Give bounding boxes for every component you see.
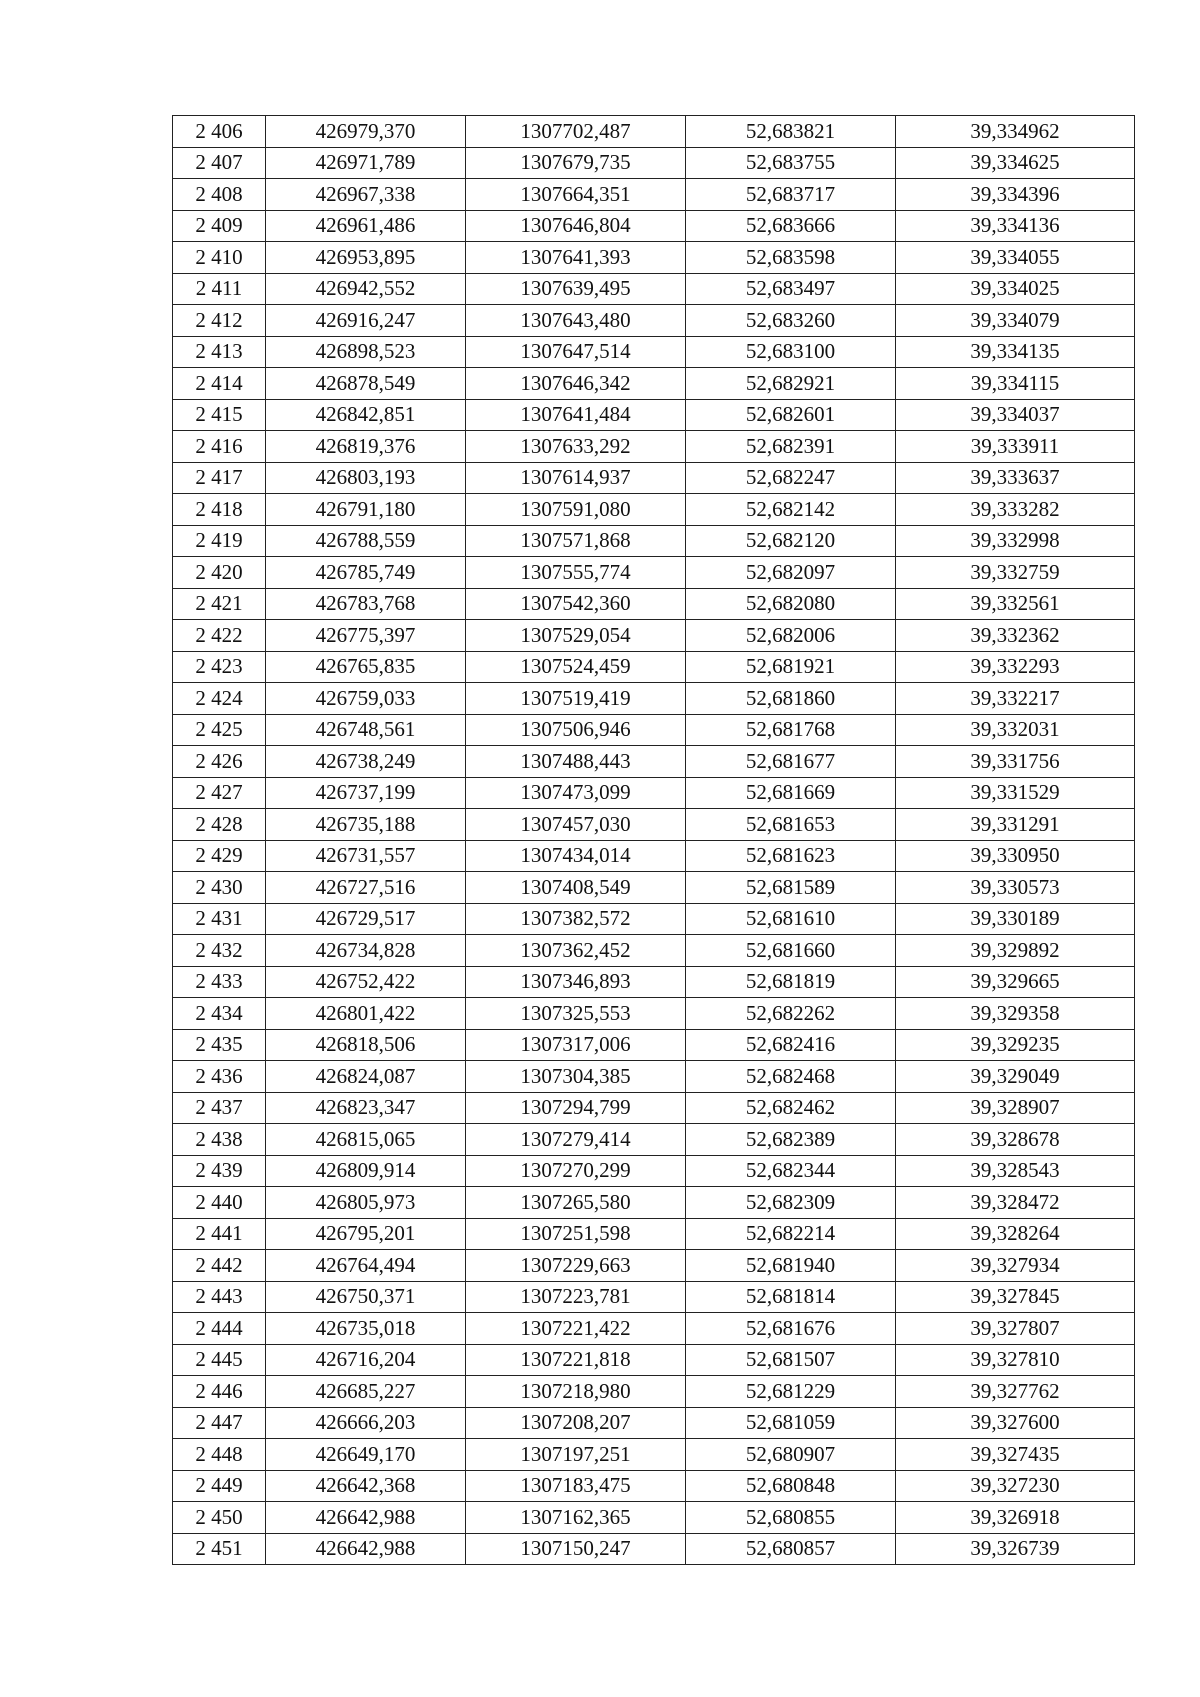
longitude-cell: 39,334037	[896, 399, 1135, 431]
point-number-cell: 2 446	[173, 1376, 266, 1408]
table-row	[173, 998, 1135, 1030]
x-coordinate-cell: 426805,973	[266, 1187, 466, 1219]
x-coordinate-cell: 426785,749	[266, 557, 466, 589]
y-coordinate-cell: 1307524,459	[466, 651, 686, 683]
latitude-cell: 52,681610	[686, 903, 896, 935]
y-coordinate-cell: 1307223,781	[466, 1281, 686, 1313]
point-number-cell: 2 428	[173, 809, 266, 841]
x-coordinate-cell: 426731,557	[266, 840, 466, 872]
x-coordinate-cell: 426642,988	[266, 1502, 466, 1534]
longitude-cell: 39,333911	[896, 431, 1135, 463]
longitude-cell: 39,326918	[896, 1502, 1135, 1534]
latitude-cell: 52,683821	[686, 116, 896, 148]
point-number-cell: 2 409	[173, 210, 266, 242]
table-row	[173, 147, 1135, 179]
point-number-cell: 2 406	[173, 116, 266, 148]
point-number-cell: 2 445	[173, 1344, 266, 1376]
table-row	[173, 620, 1135, 652]
latitude-cell: 52,681921	[686, 651, 896, 683]
x-coordinate-cell: 426979,370	[266, 116, 466, 148]
y-coordinate-cell: 1307646,342	[466, 368, 686, 400]
y-coordinate-cell: 1307702,487	[466, 116, 686, 148]
point-number-cell: 2 436	[173, 1061, 266, 1093]
table-row	[173, 525, 1135, 557]
x-coordinate-cell: 426942,552	[266, 273, 466, 305]
longitude-cell: 39,330950	[896, 840, 1135, 872]
x-coordinate-cell: 426971,789	[266, 147, 466, 179]
longitude-cell: 39,332998	[896, 525, 1135, 557]
point-number-cell: 2 437	[173, 1092, 266, 1124]
point-number-cell: 2 415	[173, 399, 266, 431]
latitude-cell: 52,681229	[686, 1376, 896, 1408]
longitude-cell: 39,332362	[896, 620, 1135, 652]
y-coordinate-cell: 1307265,580	[466, 1187, 686, 1219]
longitude-cell: 39,332561	[896, 588, 1135, 620]
point-number-cell: 2 448	[173, 1439, 266, 1471]
latitude-cell: 52,683717	[686, 179, 896, 211]
longitude-cell: 39,334115	[896, 368, 1135, 400]
latitude-cell: 52,683497	[686, 273, 896, 305]
x-coordinate-cell: 426735,018	[266, 1313, 466, 1345]
y-coordinate-cell: 1307218,980	[466, 1376, 686, 1408]
table-row	[173, 1281, 1135, 1313]
point-number-cell: 2 411	[173, 273, 266, 305]
longitude-cell: 39,332217	[896, 683, 1135, 715]
y-coordinate-cell: 1307304,385	[466, 1061, 686, 1093]
x-coordinate-cell: 426801,422	[266, 998, 466, 1030]
latitude-cell: 52,680855	[686, 1502, 896, 1534]
point-number-cell: 2 435	[173, 1029, 266, 1061]
longitude-cell: 39,334025	[896, 273, 1135, 305]
longitude-cell: 39,330189	[896, 903, 1135, 935]
point-number-cell: 2 422	[173, 620, 266, 652]
table-row	[173, 1155, 1135, 1187]
latitude-cell: 52,682142	[686, 494, 896, 526]
y-coordinate-cell: 1307382,572	[466, 903, 686, 935]
table-row	[173, 399, 1135, 431]
y-coordinate-cell: 1307614,937	[466, 462, 686, 494]
y-coordinate-cell: 1307488,443	[466, 746, 686, 778]
y-coordinate-cell: 1307633,292	[466, 431, 686, 463]
table-row	[173, 179, 1135, 211]
y-coordinate-cell: 1307639,495	[466, 273, 686, 305]
x-coordinate-cell: 426734,828	[266, 935, 466, 967]
point-number-cell: 2 410	[173, 242, 266, 274]
point-number-cell: 2 414	[173, 368, 266, 400]
table-row	[173, 966, 1135, 998]
longitude-cell: 39,327762	[896, 1376, 1135, 1408]
point-number-cell: 2 429	[173, 840, 266, 872]
table-row	[173, 1250, 1135, 1282]
x-coordinate-cell: 426735,188	[266, 809, 466, 841]
latitude-cell: 52,682416	[686, 1029, 896, 1061]
x-coordinate-cell: 426764,494	[266, 1250, 466, 1282]
longitude-cell: 39,334079	[896, 305, 1135, 337]
y-coordinate-cell: 1307221,818	[466, 1344, 686, 1376]
point-number-cell: 2 412	[173, 305, 266, 337]
point-number-cell: 2 450	[173, 1502, 266, 1534]
x-coordinate-cell: 426803,193	[266, 462, 466, 494]
latitude-cell: 52,681814	[686, 1281, 896, 1313]
table-row	[173, 1218, 1135, 1250]
latitude-cell: 52,680907	[686, 1439, 896, 1471]
y-coordinate-cell: 1307251,598	[466, 1218, 686, 1250]
y-coordinate-cell: 1307221,422	[466, 1313, 686, 1345]
y-coordinate-cell: 1307647,514	[466, 336, 686, 368]
x-coordinate-cell: 426953,895	[266, 242, 466, 274]
table-row	[173, 588, 1135, 620]
y-coordinate-cell: 1307294,799	[466, 1092, 686, 1124]
y-coordinate-cell: 1307208,207	[466, 1407, 686, 1439]
table-row	[173, 903, 1135, 935]
longitude-cell: 39,334962	[896, 116, 1135, 148]
y-coordinate-cell: 1307591,080	[466, 494, 686, 526]
table-row	[173, 1187, 1135, 1219]
x-coordinate-cell: 426765,835	[266, 651, 466, 683]
latitude-cell: 52,681768	[686, 714, 896, 746]
table-row	[173, 1407, 1135, 1439]
x-coordinate-cell: 426824,087	[266, 1061, 466, 1093]
longitude-cell: 39,327230	[896, 1470, 1135, 1502]
point-number-cell: 2 443	[173, 1281, 266, 1313]
table-row	[173, 431, 1135, 463]
x-coordinate-cell: 426685,227	[266, 1376, 466, 1408]
point-number-cell: 2 433	[173, 966, 266, 998]
longitude-cell: 39,328543	[896, 1155, 1135, 1187]
point-number-cell: 2 413	[173, 336, 266, 368]
table-row	[173, 651, 1135, 683]
latitude-cell: 52,683598	[686, 242, 896, 274]
point-number-cell: 2 421	[173, 588, 266, 620]
y-coordinate-cell: 1307270,299	[466, 1155, 686, 1187]
x-coordinate-cell: 426791,180	[266, 494, 466, 526]
point-number-cell: 2 427	[173, 777, 266, 809]
longitude-cell: 39,332759	[896, 557, 1135, 589]
table-row	[173, 840, 1135, 872]
point-number-cell: 2 426	[173, 746, 266, 778]
latitude-cell: 52,681653	[686, 809, 896, 841]
y-coordinate-cell: 1307325,553	[466, 998, 686, 1030]
longitude-cell: 39,333282	[896, 494, 1135, 526]
latitude-cell: 52,681589	[686, 872, 896, 904]
latitude-cell: 52,682921	[686, 368, 896, 400]
y-coordinate-cell: 1307434,014	[466, 840, 686, 872]
longitude-cell: 39,329665	[896, 966, 1135, 998]
x-coordinate-cell: 426752,422	[266, 966, 466, 998]
x-coordinate-cell: 426842,851	[266, 399, 466, 431]
table-row	[173, 714, 1135, 746]
x-coordinate-cell: 426819,376	[266, 431, 466, 463]
table-row	[173, 777, 1135, 809]
longitude-cell: 39,334136	[896, 210, 1135, 242]
longitude-cell: 39,328472	[896, 1187, 1135, 1219]
latitude-cell: 52,682120	[686, 525, 896, 557]
x-coordinate-cell: 426738,249	[266, 746, 466, 778]
point-number-cell: 2 449	[173, 1470, 266, 1502]
table-row	[173, 116, 1135, 148]
y-coordinate-cell: 1307197,251	[466, 1439, 686, 1471]
table-row	[173, 336, 1135, 368]
latitude-cell: 52,682462	[686, 1092, 896, 1124]
latitude-cell: 52,682097	[686, 557, 896, 589]
latitude-cell: 52,681676	[686, 1313, 896, 1345]
table-row	[173, 683, 1135, 715]
longitude-cell: 39,334055	[896, 242, 1135, 274]
point-number-cell: 2 425	[173, 714, 266, 746]
table-row	[173, 1533, 1135, 1565]
coordinates-table	[172, 115, 1135, 1565]
latitude-cell: 52,683260	[686, 305, 896, 337]
x-coordinate-cell: 426795,201	[266, 1218, 466, 1250]
table-row	[173, 1061, 1135, 1093]
y-coordinate-cell: 1307643,480	[466, 305, 686, 337]
longitude-cell: 39,327845	[896, 1281, 1135, 1313]
point-number-cell: 2 420	[173, 557, 266, 589]
latitude-cell: 52,681507	[686, 1344, 896, 1376]
table-row	[173, 1439, 1135, 1471]
longitude-cell: 39,331756	[896, 746, 1135, 778]
x-coordinate-cell: 426716,204	[266, 1344, 466, 1376]
latitude-cell: 52,682309	[686, 1187, 896, 1219]
point-number-cell: 2 423	[173, 651, 266, 683]
longitude-cell: 39,331291	[896, 809, 1135, 841]
x-coordinate-cell: 426967,338	[266, 179, 466, 211]
point-number-cell: 2 407	[173, 147, 266, 179]
latitude-cell: 52,683666	[686, 210, 896, 242]
latitude-cell: 52,681860	[686, 683, 896, 715]
x-coordinate-cell: 426642,988	[266, 1533, 466, 1565]
y-coordinate-cell: 1307641,484	[466, 399, 686, 431]
latitude-cell: 52,682214	[686, 1218, 896, 1250]
latitude-cell: 52,682247	[686, 462, 896, 494]
y-coordinate-cell: 1307664,351	[466, 179, 686, 211]
y-coordinate-cell: 1307362,452	[466, 935, 686, 967]
x-coordinate-cell: 426666,203	[266, 1407, 466, 1439]
point-number-cell: 2 417	[173, 462, 266, 494]
x-coordinate-cell: 426809,914	[266, 1155, 466, 1187]
latitude-cell: 52,681819	[686, 966, 896, 998]
y-coordinate-cell: 1307679,735	[466, 147, 686, 179]
point-number-cell: 2 419	[173, 525, 266, 557]
table-row	[173, 1124, 1135, 1156]
x-coordinate-cell: 426783,768	[266, 588, 466, 620]
y-coordinate-cell: 1307506,946	[466, 714, 686, 746]
x-coordinate-cell: 426823,347	[266, 1092, 466, 1124]
table-row	[173, 273, 1135, 305]
point-number-cell: 2 447	[173, 1407, 266, 1439]
y-coordinate-cell: 1307229,663	[466, 1250, 686, 1282]
x-coordinate-cell: 426775,397	[266, 620, 466, 652]
y-coordinate-cell: 1307457,030	[466, 809, 686, 841]
longitude-cell: 39,329892	[896, 935, 1135, 967]
table-row	[173, 746, 1135, 778]
longitude-cell: 39,330573	[896, 872, 1135, 904]
point-number-cell: 2 441	[173, 1218, 266, 1250]
point-number-cell: 2 442	[173, 1250, 266, 1282]
x-coordinate-cell: 426759,033	[266, 683, 466, 715]
latitude-cell: 52,682262	[686, 998, 896, 1030]
longitude-cell: 39,329235	[896, 1029, 1135, 1061]
x-coordinate-cell: 426916,247	[266, 305, 466, 337]
x-coordinate-cell: 426898,523	[266, 336, 466, 368]
table-row	[173, 242, 1135, 274]
table-row	[173, 557, 1135, 589]
table-row	[173, 210, 1135, 242]
longitude-cell: 39,334135	[896, 336, 1135, 368]
latitude-cell: 52,682391	[686, 431, 896, 463]
longitude-cell: 39,328264	[896, 1218, 1135, 1250]
table-row	[173, 1470, 1135, 1502]
x-coordinate-cell: 426737,199	[266, 777, 466, 809]
latitude-cell: 52,680857	[686, 1533, 896, 1565]
table-row	[173, 935, 1135, 967]
y-coordinate-cell: 1307529,054	[466, 620, 686, 652]
x-coordinate-cell: 426748,561	[266, 714, 466, 746]
x-coordinate-cell: 426642,368	[266, 1470, 466, 1502]
x-coordinate-cell: 426818,506	[266, 1029, 466, 1061]
latitude-cell: 52,682389	[686, 1124, 896, 1156]
x-coordinate-cell: 426727,516	[266, 872, 466, 904]
longitude-cell: 39,328907	[896, 1092, 1135, 1124]
table-row	[173, 1092, 1135, 1124]
table-row	[173, 1502, 1135, 1534]
longitude-cell: 39,334625	[896, 147, 1135, 179]
table-row	[173, 872, 1135, 904]
y-coordinate-cell: 1307571,868	[466, 525, 686, 557]
point-number-cell: 2 451	[173, 1533, 266, 1565]
point-number-cell: 2 430	[173, 872, 266, 904]
table-row	[173, 462, 1135, 494]
y-coordinate-cell: 1307641,393	[466, 242, 686, 274]
y-coordinate-cell: 1307555,774	[466, 557, 686, 589]
point-number-cell: 2 424	[173, 683, 266, 715]
x-coordinate-cell: 426750,371	[266, 1281, 466, 1313]
table-row	[173, 809, 1135, 841]
longitude-cell: 39,329358	[896, 998, 1135, 1030]
latitude-cell: 52,683100	[686, 336, 896, 368]
y-coordinate-cell: 1307150,247	[466, 1533, 686, 1565]
y-coordinate-cell: 1307346,893	[466, 966, 686, 998]
x-coordinate-cell: 426788,559	[266, 525, 466, 557]
x-coordinate-cell: 426961,486	[266, 210, 466, 242]
table-row	[173, 494, 1135, 526]
table-row	[173, 305, 1135, 337]
longitude-cell: 39,327807	[896, 1313, 1135, 1345]
point-number-cell: 2 418	[173, 494, 266, 526]
x-coordinate-cell: 426729,517	[266, 903, 466, 935]
latitude-cell: 52,682344	[686, 1155, 896, 1187]
point-number-cell: 2 431	[173, 903, 266, 935]
x-coordinate-cell: 426878,549	[266, 368, 466, 400]
y-coordinate-cell: 1307646,804	[466, 210, 686, 242]
longitude-cell: 39,332031	[896, 714, 1135, 746]
latitude-cell: 52,682080	[686, 588, 896, 620]
latitude-cell: 52,681940	[686, 1250, 896, 1282]
table-row	[173, 1376, 1135, 1408]
point-number-cell: 2 408	[173, 179, 266, 211]
longitude-cell: 39,327600	[896, 1407, 1135, 1439]
latitude-cell: 52,682006	[686, 620, 896, 652]
y-coordinate-cell: 1307317,006	[466, 1029, 686, 1061]
longitude-cell: 39,333637	[896, 462, 1135, 494]
point-number-cell: 2 438	[173, 1124, 266, 1156]
point-number-cell: 2 434	[173, 998, 266, 1030]
latitude-cell: 52,683755	[686, 147, 896, 179]
y-coordinate-cell: 1307542,360	[466, 588, 686, 620]
y-coordinate-cell: 1307408,549	[466, 872, 686, 904]
point-number-cell: 2 439	[173, 1155, 266, 1187]
x-coordinate-cell: 426815,065	[266, 1124, 466, 1156]
longitude-cell: 39,327810	[896, 1344, 1135, 1376]
latitude-cell: 52,681669	[686, 777, 896, 809]
y-coordinate-cell: 1307162,365	[466, 1502, 686, 1534]
point-number-cell: 2 432	[173, 935, 266, 967]
latitude-cell: 52,681623	[686, 840, 896, 872]
point-number-cell: 2 440	[173, 1187, 266, 1219]
table-row	[173, 368, 1135, 400]
longitude-cell: 39,329049	[896, 1061, 1135, 1093]
latitude-cell: 52,681677	[686, 746, 896, 778]
table-row	[173, 1029, 1135, 1061]
longitude-cell: 39,334396	[896, 179, 1135, 211]
longitude-cell: 39,327934	[896, 1250, 1135, 1282]
coordinates-table-body	[173, 116, 1135, 1565]
point-number-cell: 2 416	[173, 431, 266, 463]
latitude-cell: 52,682601	[686, 399, 896, 431]
longitude-cell: 39,332293	[896, 651, 1135, 683]
longitude-cell: 39,328678	[896, 1124, 1135, 1156]
y-coordinate-cell: 1307473,099	[466, 777, 686, 809]
x-coordinate-cell: 426649,170	[266, 1439, 466, 1471]
latitude-cell: 52,682468	[686, 1061, 896, 1093]
table-row	[173, 1313, 1135, 1345]
table-row	[173, 1344, 1135, 1376]
y-coordinate-cell: 1307519,419	[466, 683, 686, 715]
longitude-cell: 39,326739	[896, 1533, 1135, 1565]
latitude-cell: 52,680848	[686, 1470, 896, 1502]
point-number-cell: 2 444	[173, 1313, 266, 1345]
latitude-cell: 52,681059	[686, 1407, 896, 1439]
longitude-cell: 39,327435	[896, 1439, 1135, 1471]
y-coordinate-cell: 1307279,414	[466, 1124, 686, 1156]
y-coordinate-cell: 1307183,475	[466, 1470, 686, 1502]
latitude-cell: 52,681660	[686, 935, 896, 967]
longitude-cell: 39,331529	[896, 777, 1135, 809]
